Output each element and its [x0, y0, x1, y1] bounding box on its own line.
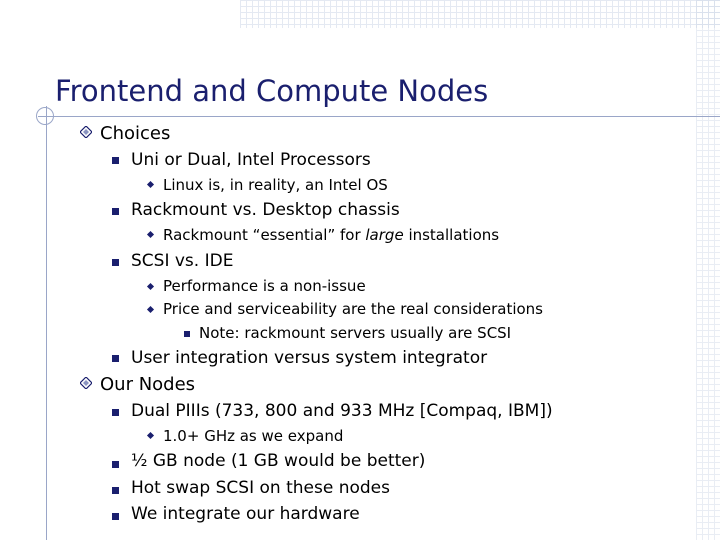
diamond-outline-icon	[80, 126, 92, 138]
bullet-text-uni-dual: Uni or Dual, Intel Processors	[131, 150, 371, 170]
square-bullet-icon	[112, 513, 119, 520]
slide-title: Frontend and Compute Nodes	[55, 74, 489, 108]
bullet-text-half-gb: ½ GB node (1 GB would be better)	[131, 451, 426, 471]
bullet-text-linux: Linux is, in reality, an Intel OS	[163, 176, 388, 194]
bullet-text-rackmount-essential	[163, 226, 499, 244]
bullet-text-hot-swap: Hot swap SCSI on these nodes	[131, 478, 390, 498]
grid-decoration-top	[240, 0, 720, 28]
diamond-bullet-icon	[147, 306, 154, 313]
grid-decoration-right	[696, 0, 720, 540]
square-bullet-icon	[112, 355, 119, 362]
bullet-text-performance: Performance is a non-issue	[163, 277, 366, 295]
square-bullet-icon	[112, 409, 119, 416]
margin-rule	[46, 106, 47, 540]
bullet-text-rackmount-desktop: Rackmount vs. Desktop chassis	[131, 200, 400, 220]
diamond-bullet-icon	[147, 283, 154, 290]
bullet-text-note: Note: rackmount servers usually are SCSI	[199, 324, 512, 342]
square-bullet-icon	[112, 157, 119, 164]
square-bullet-icon	[112, 487, 119, 494]
square-bullet-icon	[112, 461, 119, 468]
text-part-2: installations	[403, 226, 500, 244]
diamond-outline-icon	[80, 377, 92, 389]
square-bullet-icon	[112, 259, 119, 266]
bullet-text-dual-piiis: Dual PIIIs (733, 800 and 933 MHz [Compaq, IBM])	[131, 401, 553, 421]
bullet-text-choices: Choices	[100, 123, 171, 144]
diamond-bullet-icon	[147, 231, 154, 238]
bullet-text-user-integration: User integration versus system integrator	[131, 348, 488, 368]
text-italic-large: large	[365, 226, 404, 244]
title-rule	[38, 116, 720, 117]
square-bullet-icon	[184, 331, 190, 337]
diamond-bullet-icon	[147, 432, 154, 439]
bullet-text-we-integrate: We integrate our hardware	[131, 504, 360, 524]
bullet-text-price: Price and serviceability are the real considerations	[163, 300, 543, 318]
diamond-bullet-icon	[147, 181, 154, 188]
bullet-text-our-nodes: Our Nodes	[100, 374, 196, 395]
bullet-text-ghz: 1.0+ GHz as we expand	[163, 427, 344, 445]
bullet-text-scsi-ide: SCSI vs. IDE	[131, 251, 234, 271]
square-bullet-icon	[112, 208, 119, 215]
text-part-1: Rackmount “essential” for	[163, 226, 366, 244]
rule-circle	[36, 107, 54, 125]
